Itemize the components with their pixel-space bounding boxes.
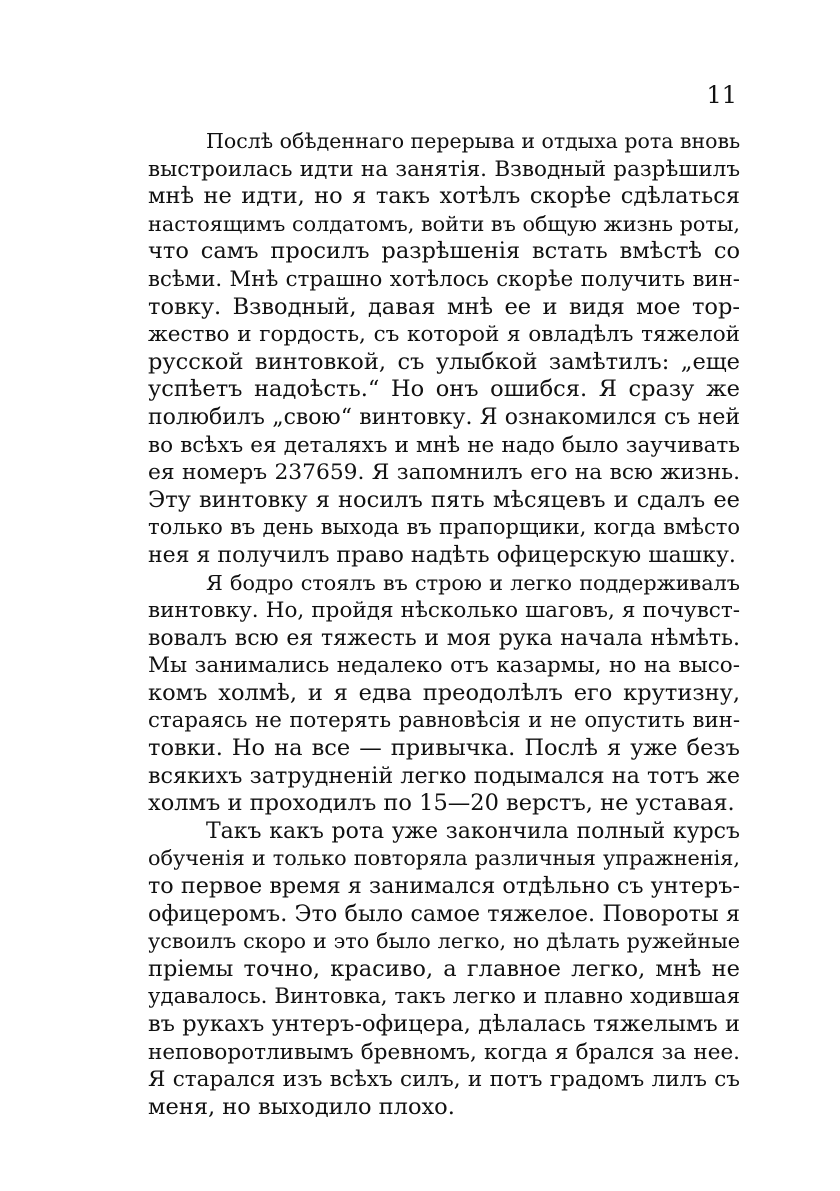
text-line: Мы занимались недалеко отъ казармы, но на высо- (148, 653, 740, 679)
text-line: Я старался изъ всѣхъ силъ, и потъ градомъ лилъ съ (148, 1067, 740, 1093)
text-line: выстроилась идти на занятія. Взводный разрѣшилъ (148, 156, 740, 182)
text-line: мнѣ не идти, но я такъ хотѣлъ скорѣе сдѣлаться (148, 183, 740, 210)
text-line: только въ день выхода въ прапорщики, когда вмѣсто (148, 515, 740, 540)
text-line: стараясь не потерять равновѣсія и не опустить вин- (148, 708, 740, 734)
text-line: всякихъ затрудненій легко подымался на тотъ же (148, 762, 740, 789)
page-number: 11 (706, 81, 737, 109)
text-line: Я бодро стоялъ въ строю и легко поддерживалъ (206, 570, 740, 595)
paragraph-2 (148, 570, 740, 818)
text-line: меня, но выходило плохо. (148, 1093, 455, 1120)
text-line: всѣми. Мнѣ страшно хотѣлось скорѣе получить вин- (148, 266, 740, 292)
text-line: винтовку. Но, пройдя нѣсколько шаговъ, я почувст- (148, 598, 740, 624)
text-line: пріемы точно, красиво, а главное легко, мнѣ не (148, 955, 740, 982)
text-line: холмъ и проходилъ по 15—20 верстъ, не уставая. (148, 790, 735, 817)
text-line: Такъ какъ рота уже закончила полный курсъ (206, 818, 740, 844)
text-line: русской винтовкой, съ улыбкой замѣтилъ: „еще (148, 348, 740, 375)
text-line: во всѣхъ ея деталяхъ и мнѣ не надо было заучивать (148, 432, 740, 458)
text-line: нея я получилъ право надѣть офицерскую шашку. (148, 542, 736, 568)
text-line: въ рукахъ унтеръ-офицера, дѣлалась тяжелымъ и (148, 1011, 740, 1037)
text-line: комъ холмѣ, и я едва преодолѣлъ его крутизну, (148, 679, 740, 706)
text-line: товку. Взводный, давая мнѣ ее и видя мое тор- (148, 293, 740, 320)
text-line: настоящимъ солдатомъ, войти въ общую жизнь роты, (148, 211, 740, 236)
paragraph-1 (148, 128, 740, 570)
text-line: офицеромъ. Это было самое тяжелое. Повороты я (148, 900, 740, 927)
text-line: что самъ просилъ разрѣшенія встать вмѣстѣ со (148, 238, 740, 265)
text-line: полюбилъ „свою“ винтовку. Я ознакомился съ ней (148, 404, 740, 430)
text-line: успѣетъ надоѣсть.“ Но онъ ошибся. Я сразу же (148, 376, 740, 403)
text-line: жество и гордость, съ которой я овладѣлъ тяжелой (148, 322, 740, 348)
text-line: ея номеръ 237659. Я запомнилъ его на всю жизнь. (148, 460, 740, 486)
text-line: Эту винтовку я носилъ пять мѣсяцевъ и сдалъ ее (148, 486, 740, 513)
text-body (148, 128, 740, 1121)
text-line: вовалъ всю ея тяжесть и моя рука начала нѣмѣть. (148, 625, 740, 651)
text-line: неповоротливымъ бревномъ, когда я брался за нее. (148, 1039, 740, 1065)
text-line: усвоилъ скоро и это было легко, но дѣлать ружейные (148, 929, 740, 954)
text-line: то первое время я занимался отдѣльно съ унтеръ- (148, 873, 740, 900)
paragraph-3 (148, 818, 740, 1122)
text-line: обученія и только повторяла различныя упражненія, (148, 846, 740, 871)
text-line: удавалось. Винтовка, такъ легко и плавно ходившая (148, 984, 740, 1010)
text-line: Послѣ обѣденнаго перерыва и отдыха рота вновь (206, 129, 741, 153)
text-line: товки. Но на все — привычка. Послѣ я уже безъ (148, 735, 740, 762)
